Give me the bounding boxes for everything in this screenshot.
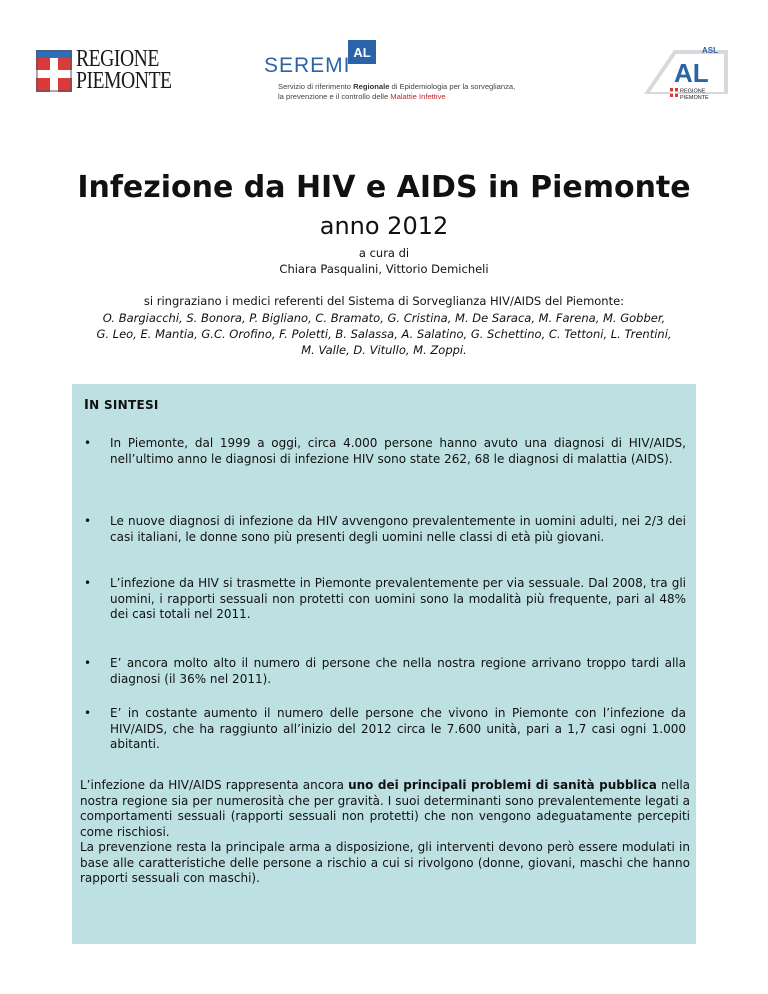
- summary-heading: [84, 398, 159, 413]
- bullet-text: Le nuove diagnosi di infezione da HIV avvengono prevalentemente in uomini adulti, nei 2/3 dei casi italiani, le donne sono più presenti degli uomini nelle classi di età più giovani.: [110, 514, 686, 544]
- closing-paragraph: [80, 778, 690, 840]
- page-subtitle: anno 2012: [319, 212, 449, 240]
- seremi-badge-icon: [348, 40, 376, 64]
- asl-regione-text: REGIONE: [680, 88, 706, 95]
- doctors-line: M. Valle, D. Vitullo, M. Zoppi.: [301, 343, 467, 357]
- asl-code-text: AL: [674, 58, 709, 88]
- doctors-line: G. Leo, E. Mantia, G.C. Orofino, F. Poletti, B. Salassa, A. Salatino, G. Schettino, C. Tettoni, L. Trentini,: [96, 327, 672, 341]
- bullet-icon: •: [84, 656, 92, 670]
- bullet-icon: •: [84, 514, 92, 528]
- seremi-caption-1b: Regionale: [353, 82, 390, 91]
- closing-text-a: L’infezione da HIV/AIDS rappresenta ancora: [80, 778, 349, 792]
- doctors-list: [80, 310, 688, 358]
- bullet-text: L’infezione da HIV si trasmette in Piemonte prevalentemente per via sessuale. Dal 2008, tra gli uomini, i rapporti sessuali non protetti con uomini sono la modalità più frequente, pari al 48% dei casi totali nel 2011.: [110, 576, 686, 621]
- summary-box: [72, 384, 696, 944]
- bullet-text: E’ in costante aumento il numero delle persone che vivono in Piemonte con l’infezione da HIV/AIDS, che ha raggiunto all’inizio del 2012 circa le 7.600 unità, pari a 1,7 casi ogni 1.000 abitanti.: [110, 706, 686, 751]
- bullet-icon: •: [84, 706, 92, 720]
- bullet-icon: •: [84, 576, 92, 590]
- asl-piemonte-text: PIEMONTE: [680, 95, 709, 101]
- seremi-wordmark: SEREMI: [264, 54, 351, 77]
- summary-heading-rest: N SINTESI: [89, 398, 159, 412]
- page-title: Infezione da HIV e AIDS in Piemonte: [77, 170, 691, 205]
- acknowledgements: si ringraziano i medici referenti del Sistema di Sorveglianza HIV/AIDS del Piemonte:: [143, 294, 625, 308]
- curated-by-label: a cura di: [358, 246, 410, 260]
- logo-text-piemonte: PIEMONTE: [76, 68, 172, 94]
- seremi-caption-1a: Servizio di riferimento: [278, 82, 354, 91]
- asl-text: ASL: [702, 46, 718, 55]
- curators: Chiara Pasqualini, Vittorio Demicheli: [279, 262, 489, 276]
- closing-text-c: nella nostra regione sia per numerosità che per gravità. I suoi determinanti sono prevalentemente legati a comportamenti sessuali (rapporti sessuali non protetti) che non vengono adeguatamente percepiti come rischiosi.: [80, 778, 691, 839]
- summary-heading-initial: I: [84, 398, 90, 413]
- summary-closing: [80, 778, 690, 887]
- doctors-line: O. Bargiacchi, S. Bonora, P. Bigliano, C. Bramato, G. Cristina, M. De Saraca, M. Farena, M. Gobber,: [102, 311, 666, 325]
- asl-al-logo: [644, 44, 728, 104]
- seremi-caption-1c: di Epidemiologia per la sorveglianza,: [389, 82, 516, 91]
- seremi-caption: [278, 82, 515, 102]
- regione-piemonte-logo: [36, 48, 178, 96]
- piemonte-flag-icon: [36, 50, 72, 92]
- bullet-text: E’ ancora molto alto il numero di persone che nella nostra regione arrivano troppo tardi alla diagnosi (il 36% nel 2011).: [110, 656, 686, 686]
- closing-text-bold: uno dei principali problemi di sanità pubblica: [348, 778, 657, 792]
- seremi-badge-text: AL: [353, 45, 371, 60]
- bullet-text: In Piemonte, dal 1999 a oggi, circa 4.000 persone hanno avuto una diagnosi di HIV/AIDS, nell’ultimo anno le diagnosi di infezione HIV sono state 262, 68 le diagnosi di malattia (AIDS).: [110, 436, 686, 466]
- closing-paragraph: La prevenzione resta la principale arma a disposizione, gli interventi devono però essere modulati in base alle caratteristiche delle persone a rischio a cui si rivolgono (donne, giovani, maschi che hanno rapporti sessuali con maschi).: [80, 840, 690, 885]
- seremi-logo: [264, 40, 544, 100]
- logo-text-regione: REGIONE: [76, 46, 159, 72]
- seremi-caption-2b: Malattie Infettive: [390, 92, 446, 101]
- seremi-caption-2a: la prevenzione e il controllo delle: [278, 92, 391, 101]
- bullet-icon: •: [84, 436, 92, 450]
